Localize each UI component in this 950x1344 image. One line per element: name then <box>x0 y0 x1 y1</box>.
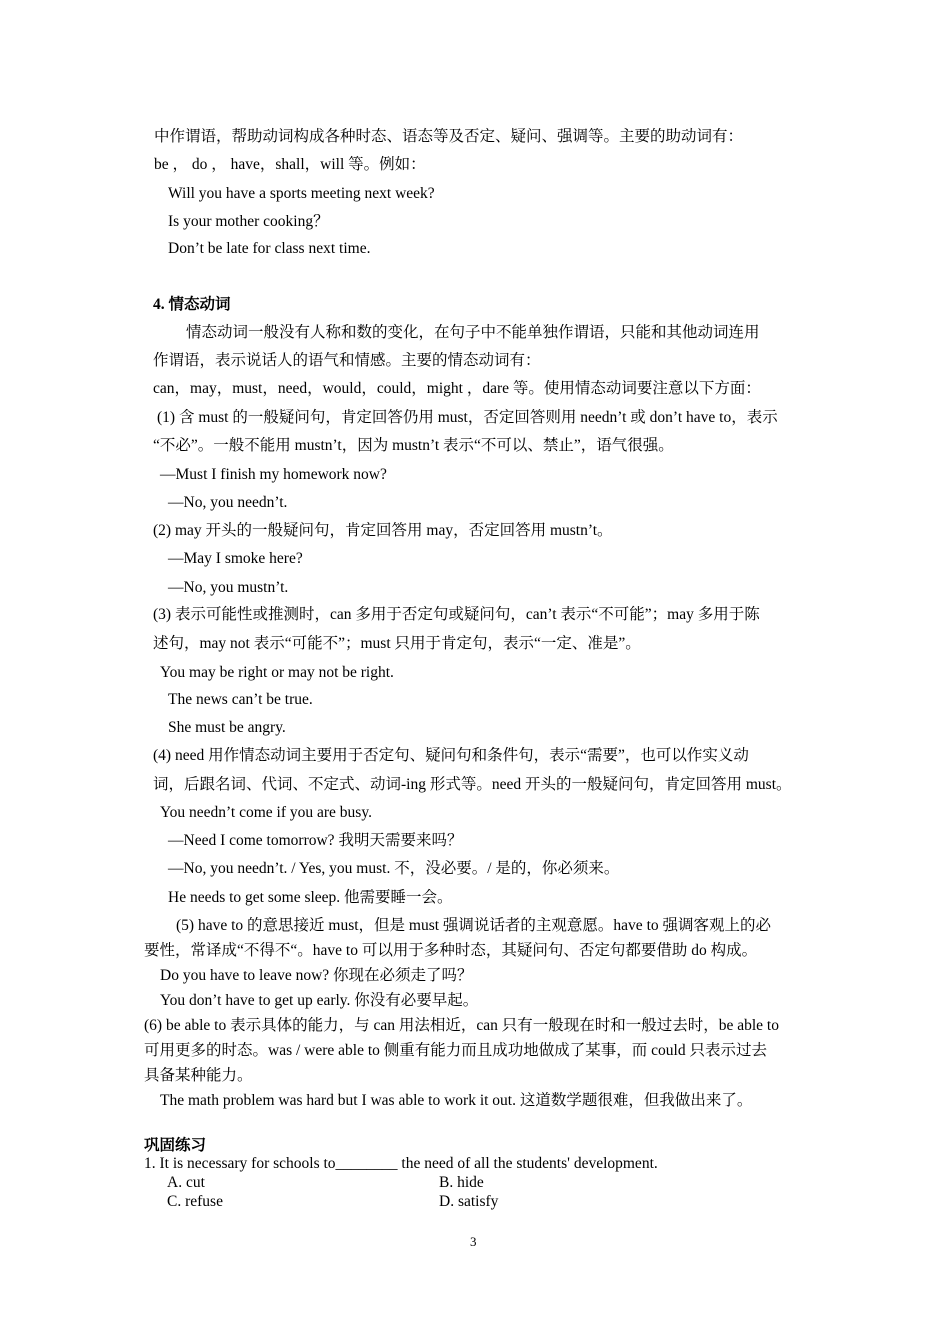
option-c: C. refuse <box>167 1193 223 1210</box>
option-d: D. satisfy <box>439 1193 499 1210</box>
rule-6-line: 可用更多的时态。was / were able to 侧重有能力而且成功地做成了某事，而 could 只表示过去 <box>144 1042 767 1059</box>
intro-line-2: be ， do ， have，shall，will 等。例如： <box>154 156 426 173</box>
rule-6-line: (6) be able to 表示具体的能力，与 can 用法相近，can 只有一般现在时和一般过去时，be able to <box>144 1017 779 1034</box>
exercise-heading: 巩固练习 <box>144 1137 207 1154</box>
rule-3-line: (3) 表示可能性或推测时，can 多用于否定句或疑问句，can’t 表示“不可能”；may 多用于陈 <box>153 606 760 623</box>
rule-3-line: 述句，may not 表示“可能不”；must 只用于肯定句，表示“一定、准是”。 <box>153 635 641 652</box>
example-sentence: —No, you needn’t. <box>168 494 288 511</box>
rule-4-line: (4) need 用作情态动词主要用于否定句、疑问句和条件句，表示“需要”，也可以作实义动 <box>153 747 749 764</box>
example-sentence: —No, you needn’t. / Yes, you must. 不，没必要。/ 是的，你必须来。 <box>168 860 620 877</box>
option-b: B. hide <box>439 1174 484 1191</box>
rule-6-line: 具备某种能力。 <box>144 1067 253 1084</box>
section-heading: 4. 情态动词 <box>153 296 231 313</box>
rule-5-line: 要性，常译成“不得不“。have to 可以用于多种时态，其疑问句、否定句都要借助 do 构成。 <box>144 942 758 959</box>
example-sentence: He needs to get some sleep. 他需要睡一会。 <box>168 889 453 906</box>
option-a: A. cut <box>167 1174 205 1191</box>
example-sentence: —Need I come tomorrow? 我明天需要来吗？ <box>168 832 463 849</box>
example-sentence: You don’t have to get up early. 你没有必要早起。 <box>160 992 479 1009</box>
example-sentence: The news can’t be true. <box>168 691 313 708</box>
rule-5-line: (5) have to 的意思接近 must，但是 must 强调说话者的主观意愿。have to 强调客观上的必 <box>176 917 771 934</box>
example-sentence: You needn’t come if you are busy. <box>160 804 372 821</box>
example-sentence: Don’t be late for class next time. <box>168 240 371 257</box>
rule-1-line: (1) 含 must 的一般疑问句，肯定回答仍用 must，否定回答则用 needn’t 或 don’t have to，表示 <box>157 409 778 426</box>
page-number: 3 <box>470 1234 477 1249</box>
example-sentence: —No, you mustn’t. <box>168 579 289 596</box>
rule-2-line: (2) may 开头的一般疑问句，肯定回答用 may，否定回答用 mustn’t。 <box>153 522 613 539</box>
example-sentence: —Must I finish my homework now? <box>160 466 387 483</box>
rule-1-line: “不必”。一般不能用 mustn’t，因为 mustn’t 表示“不可以、禁止”，语气很强。 <box>153 437 674 454</box>
question-1: 1. It is necessary for schools to________ the need of all the students' development. <box>144 1155 658 1172</box>
example-sentence: Is your mother cooking？ <box>168 213 329 230</box>
example-sentence: You may be right or may not be right. <box>160 664 394 681</box>
example-sentence: The math problem was hard but I was able to work it out. 这道数学题很难，但我做出来了。 <box>160 1092 753 1109</box>
paragraph-line: 情态动词一般没有人称和数的变化，在句子中不能单独作谓语，只能和其他动词连用 <box>186 324 760 341</box>
paragraph-line: can，may，must，need，would，could，might ，dare 等。使用情态动词要注意以下方面： <box>153 380 761 397</box>
example-sentence: Will you have a sports meeting next week? <box>168 185 435 202</box>
example-sentence: She must be angry. <box>168 719 286 736</box>
intro-line-1: 中作谓语，帮助动词构成各种时态、语态等及否定、疑问、强调等。主要的助动词有： <box>154 128 744 145</box>
paragraph-line: 作谓语，表示说话人的语气和情感。主要的情态动词有： <box>153 352 541 369</box>
rule-4-line: 词，后跟名词、代词、不定式、动词-ing 形式等。need 开头的一般疑问句，肯定回答用 must。 <box>153 776 792 793</box>
example-sentence: Do you have to leave now? 你现在必须走了吗？ <box>160 967 473 984</box>
example-sentence: —May I smoke here? <box>168 550 303 567</box>
